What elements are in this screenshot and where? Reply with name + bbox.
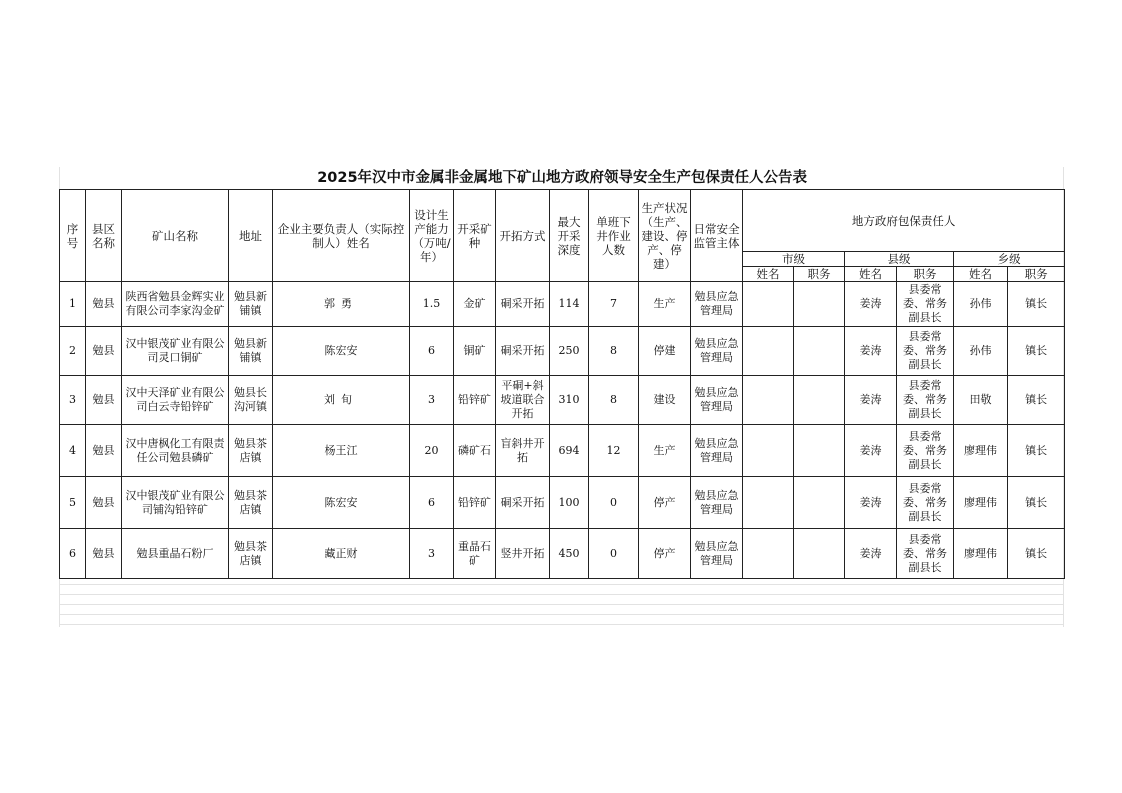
- header-county: 县区名称: [86, 190, 122, 282]
- town-name-cell: 田敬: [954, 376, 1008, 425]
- address-cell: 勉县茶店镇: [229, 425, 273, 477]
- county-cell: 勉县: [86, 282, 122, 327]
- header-method: 开拓方式: [496, 190, 550, 282]
- address-cell: 勉县茶店镇: [229, 529, 273, 579]
- capacity-cell: 3: [410, 529, 454, 579]
- workers-cell: 8: [589, 327, 639, 376]
- county-name-cell: 姜涛: [845, 376, 897, 425]
- supervisor-cell: 勉县应急管理局: [691, 376, 743, 425]
- header-address: 地址: [229, 190, 273, 282]
- workers-cell: 7: [589, 282, 639, 327]
- depth-cell: 114: [550, 282, 589, 327]
- mine-cell: 汉中银茂矿业有限公司铺沟铅锌矿: [122, 477, 229, 529]
- city-name-cell: [743, 376, 794, 425]
- town-name-cell: 廖理伟: [954, 425, 1008, 477]
- status-cell: 生产: [639, 282, 691, 327]
- table-row: [60, 529, 1065, 579]
- header-capacity: 设计生产能力（万吨/年）: [410, 190, 454, 282]
- header-city-name: 姓名: [743, 267, 794, 282]
- header-town: 乡级: [954, 252, 1065, 267]
- responsibility-table: [59, 167, 1065, 579]
- town-post-cell: 镇长: [1008, 477, 1065, 529]
- supervisor-cell: 勉县应急管理局: [691, 529, 743, 579]
- status-cell: 建设: [639, 376, 691, 425]
- header-mineral: 开采矿种: [454, 190, 496, 282]
- header-city: 市级: [743, 252, 845, 267]
- town-name-cell: 孙伟: [954, 327, 1008, 376]
- depth-cell: 450: [550, 529, 589, 579]
- header-workers: 单班下井作业人数: [589, 190, 639, 282]
- mine-cell: 陕西省勉县金辉实业有限公司李家沟金矿: [122, 282, 229, 327]
- city-name-cell: [743, 282, 794, 327]
- empty-spreadsheet-rows: [59, 575, 1064, 625]
- town-name-cell: 廖理伟: [954, 477, 1008, 529]
- capacity-cell: 1.5: [410, 282, 454, 327]
- mineral-cell: 铜矿: [454, 327, 496, 376]
- method-cell: 竖井开拓: [496, 529, 550, 579]
- supervisor-cell: 勉县应急管理局: [691, 425, 743, 477]
- city-name-cell: [743, 477, 794, 529]
- city-post-cell: [794, 529, 845, 579]
- mineral-cell: 重晶石矿: [454, 529, 496, 579]
- owner-cell: 陈宏安: [273, 477, 410, 529]
- county-post-cell: 县委常委、常务副县长: [897, 282, 954, 327]
- status-cell: 停产: [639, 529, 691, 579]
- county-cell: 勉县: [86, 529, 122, 579]
- workers-cell: 8: [589, 376, 639, 425]
- workers-cell: 0: [589, 529, 639, 579]
- header-mine: 矿山名称: [122, 190, 229, 282]
- county-post-cell: 县委常委、常务副县长: [897, 529, 954, 579]
- header-county-name: 姓名: [845, 267, 897, 282]
- city-post-cell: [794, 376, 845, 425]
- depth-cell: 100: [550, 477, 589, 529]
- supervisor-cell: 勉县应急管理局: [691, 477, 743, 529]
- city-post-cell: [794, 477, 845, 529]
- method-cell: 平硐+斜坡道联合开拓: [496, 376, 550, 425]
- depth-cell: 310: [550, 376, 589, 425]
- depth-cell: 250: [550, 327, 589, 376]
- table-row: [60, 425, 1065, 477]
- capacity-cell: 3: [410, 376, 454, 425]
- supervisor-cell: 勉县应急管理局: [691, 327, 743, 376]
- city-post-cell: [794, 327, 845, 376]
- county-post-cell: 县委常委、常务副县长: [897, 425, 954, 477]
- header-county-level: 县级: [845, 252, 954, 267]
- mineral-cell: 磷矿石: [454, 425, 496, 477]
- empty-row: [59, 585, 1064, 595]
- status-cell: 停产: [639, 477, 691, 529]
- status-cell: 停建: [639, 327, 691, 376]
- town-post-cell: 镇长: [1008, 327, 1065, 376]
- county-name-cell: 姜涛: [845, 425, 897, 477]
- owner-cell: 郭勇: [273, 282, 410, 327]
- seq-cell: 6: [60, 529, 86, 579]
- town-post-cell: 镇长: [1008, 529, 1065, 579]
- county-post-cell: 县委常委、常务副县长: [897, 376, 954, 425]
- header-owner: 企业主要负责人（实际控制人）姓名: [273, 190, 410, 282]
- town-name-cell: 孙伟: [954, 282, 1008, 327]
- seq-cell: 3: [60, 376, 86, 425]
- capacity-cell: 6: [410, 327, 454, 376]
- county-cell: 勉县: [86, 477, 122, 529]
- address-cell: 勉县新铺镇: [229, 327, 273, 376]
- mine-cell: 勉县重晶石粉厂: [122, 529, 229, 579]
- workers-cell: 0: [589, 477, 639, 529]
- city-name-cell: [743, 529, 794, 579]
- mine-cell: 汉中天泽矿业有限公司白云寺铅锌矿: [122, 376, 229, 425]
- county-name-cell: 姜涛: [845, 529, 897, 579]
- empty-row: [59, 575, 1064, 585]
- capacity-cell: 20: [410, 425, 454, 477]
- county-cell: 勉县: [86, 327, 122, 376]
- town-name-cell: 廖理伟: [954, 529, 1008, 579]
- town-post-cell: 镇长: [1008, 376, 1065, 425]
- city-post-cell: [794, 282, 845, 327]
- empty-row: [59, 605, 1064, 615]
- mine-cell: 汉中银茂矿业有限公司灵口铜矿: [122, 327, 229, 376]
- owner-cell: 刘旬: [273, 376, 410, 425]
- city-name-cell: [743, 327, 794, 376]
- header-city-post: 职务: [794, 267, 845, 282]
- method-cell: 硐采开拓: [496, 282, 550, 327]
- header-supervisor: 日常安全监管主体: [691, 190, 743, 282]
- mineral-cell: 铅锌矿: [454, 376, 496, 425]
- mineral-cell: 金矿: [454, 282, 496, 327]
- county-name-cell: 姜涛: [845, 327, 897, 376]
- county-cell: 勉县: [86, 376, 122, 425]
- empty-row: [59, 595, 1064, 605]
- status-cell: 生产: [639, 425, 691, 477]
- county-name-cell: 姜涛: [845, 477, 897, 529]
- owner-cell: 杨王江: [273, 425, 410, 477]
- supervisor-cell: 勉县应急管理局: [691, 282, 743, 327]
- city-post-cell: [794, 425, 845, 477]
- capacity-cell: 6: [410, 477, 454, 529]
- method-cell: 硐采开拓: [496, 477, 550, 529]
- header-gov: 地方政府包保责任人: [743, 190, 1065, 252]
- header-depth: 最大开采深度: [550, 190, 589, 282]
- owner-cell: 陈宏安: [273, 327, 410, 376]
- mineral-cell: 铅锌矿: [454, 477, 496, 529]
- header-seq: 序号: [60, 190, 86, 282]
- announcement-sheet: [59, 167, 1064, 579]
- table-row: [60, 477, 1065, 529]
- seq-cell: 4: [60, 425, 86, 477]
- table-row: [60, 282, 1065, 327]
- depth-cell: 694: [550, 425, 589, 477]
- table-title: 2025年汉中市金属非金属地下矿山地方政府领导安全生产包保责任人公告表: [60, 167, 1065, 190]
- seq-cell: 5: [60, 477, 86, 529]
- method-cell: 硐采开拓: [496, 327, 550, 376]
- town-post-cell: 镇长: [1008, 282, 1065, 327]
- mine-cell: 汉中唐枫化工有限责任公司勉县磷矿: [122, 425, 229, 477]
- county-cell: 勉县: [86, 425, 122, 477]
- seq-cell: 2: [60, 327, 86, 376]
- city-name-cell: [743, 425, 794, 477]
- method-cell: 盲斜井开拓: [496, 425, 550, 477]
- workers-cell: 12: [589, 425, 639, 477]
- owner-cell: 藏正财: [273, 529, 410, 579]
- seq-cell: 1: [60, 282, 86, 327]
- table-row: [60, 376, 1065, 425]
- header-town-name: 姓名: [954, 267, 1008, 282]
- address-cell: 勉县长沟河镇: [229, 376, 273, 425]
- county-name-cell: 姜涛: [845, 282, 897, 327]
- header-status: 生产状况（生产、建设、停产、停建）: [639, 190, 691, 282]
- header-town-post: 职务: [1008, 267, 1065, 282]
- header-county-post: 职务: [897, 267, 954, 282]
- county-post-cell: 县委常委、常务副县长: [897, 477, 954, 529]
- address-cell: 勉县新铺镇: [229, 282, 273, 327]
- empty-row: [59, 615, 1064, 625]
- town-post-cell: 镇长: [1008, 425, 1065, 477]
- table-row: [60, 327, 1065, 376]
- county-post-cell: 县委常委、常务副县长: [897, 327, 954, 376]
- address-cell: 勉县茶店镇: [229, 477, 273, 529]
